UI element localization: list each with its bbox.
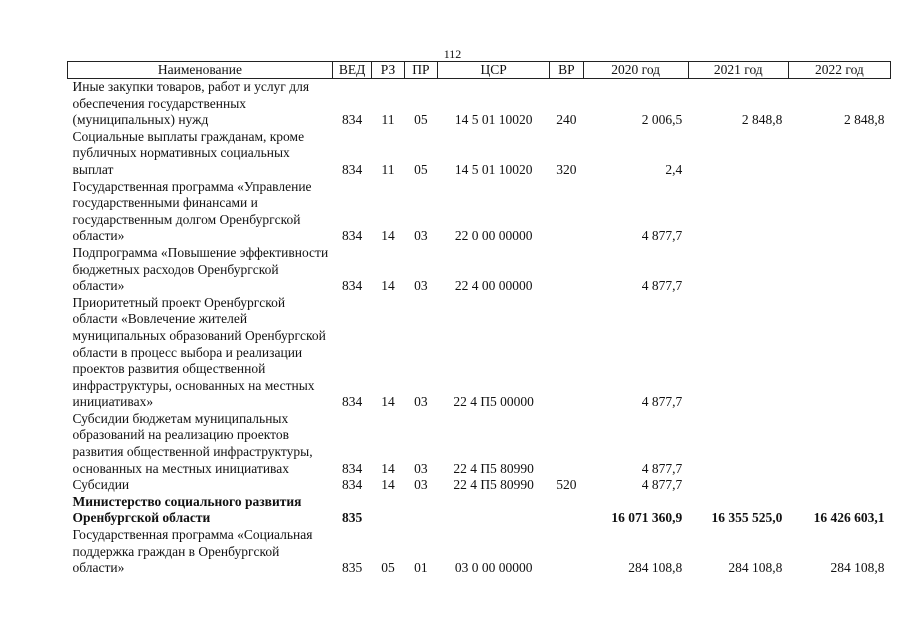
row-2020: 4 877,7 — [641, 278, 683, 294]
row-vr — [550, 295, 583, 411]
row-rz: 11 — [381, 112, 395, 128]
row-rz: 14 — [381, 460, 395, 476]
header-csr: ЦСР — [438, 62, 550, 79]
row-csr: 22 4 П5 80990 — [453, 460, 534, 476]
row-vr — [550, 245, 583, 295]
row-vr: 320 — [556, 161, 577, 177]
row-pr: 03 — [414, 394, 428, 410]
row-rz: 14 — [381, 228, 395, 244]
header-rz: РЗ — [372, 62, 404, 79]
row-2020: 4 877,7 — [641, 394, 683, 410]
row-2021: 284 108,8 — [728, 560, 783, 576]
row-ved: 835 — [341, 560, 363, 576]
row-vr — [550, 179, 583, 245]
row-2021: 16 355 525,0 — [711, 510, 783, 526]
row-pr: 05 — [414, 112, 428, 128]
row-csr: 22 4 П5 80990 — [453, 477, 534, 493]
row-2022 — [788, 179, 890, 245]
row-name: Министерство социального развития Оренбургской области — [72, 493, 302, 526]
row-2020: 2,4 — [665, 161, 683, 177]
row-2022 — [788, 129, 890, 179]
row-2022 — [788, 245, 890, 295]
row-csr: 22 4 П5 00000 — [453, 394, 534, 410]
row-rz: 11 — [381, 161, 395, 177]
page-number: 112 — [443, 47, 462, 61]
row-vr — [550, 527, 583, 577]
header-year-2022: 2022 год — [788, 62, 890, 79]
row-name: Государственная программа «Социальная поддержка граждан в Оренбургской области» — [72, 527, 313, 576]
row-vr: 240 — [556, 112, 577, 128]
row-csr: 22 4 00 00000 — [454, 278, 533, 294]
row-csr: 22 0 00 00000 — [454, 228, 533, 244]
header-ved: ВЕД — [332, 62, 371, 79]
row-2022: 2 848,8 — [844, 112, 885, 128]
row-pr — [404, 494, 437, 527]
row-pr: 03 — [414, 278, 428, 294]
row-2021 — [688, 477, 788, 494]
row-ved: 835 — [341, 510, 363, 526]
table-row — [68, 295, 891, 411]
row-name: Субсидии — [72, 477, 130, 493]
row-pr: 03 — [414, 477, 428, 493]
row-rz — [372, 494, 404, 527]
header-year-2020: 2020 год — [583, 62, 688, 79]
row-pr: 03 — [414, 460, 428, 476]
row-2020: 284 108,8 — [628, 560, 683, 576]
row-2021 — [688, 245, 788, 295]
row-rz: 14 — [381, 394, 395, 410]
table-row — [68, 245, 891, 295]
row-ved: 834 — [341, 278, 363, 294]
row-2020: 2 006,5 — [641, 112, 683, 128]
row-name: Иные закупки товаров, работ и услуг для обеспечения государственных (муниципальных) нужд — [72, 79, 310, 128]
row-pr: 03 — [414, 228, 428, 244]
row-csr — [438, 494, 550, 527]
row-ved: 834 — [341, 112, 363, 128]
row-2022 — [788, 295, 890, 411]
row-vr — [550, 411, 583, 477]
table-body — [68, 79, 891, 577]
row-rz: 05 — [381, 560, 395, 576]
budget-table — [67, 61, 891, 577]
row-name: Приоритетный проект Оренбургской области «Вовлечение жителей муниципальных образований Оренбургской области в процесс выбора и реализации проектов развития общественной инфраструктуры, основанных на местных инициативах» — [72, 294, 326, 410]
row-vr — [550, 494, 583, 527]
row-name: Государственная программа «Управление государственными финансами и государственным долгом Оренбургской области» — [72, 178, 312, 244]
row-name: Субсидии бюджетам муниципальных образований на реализацию проектов развития общественной инфраструктуры, основанных на местных инициативах — [72, 410, 313, 476]
row-rz: 14 — [381, 477, 395, 493]
row-2022: 16 426 603,1 — [813, 510, 885, 526]
row-ved: 834 — [341, 477, 363, 493]
row-2022: 284 108,8 — [830, 560, 885, 576]
table-row-ministry — [68, 494, 891, 527]
table-header-row — [68, 62, 891, 79]
header-year-2021: 2021 год — [688, 62, 788, 79]
row-2021: 2 848,8 — [741, 112, 783, 128]
header-name: Наименование — [68, 62, 333, 79]
row-2021 — [688, 411, 788, 477]
header-vr: ВР — [550, 62, 583, 79]
row-2020: 4 877,7 — [641, 477, 683, 493]
row-ved: 834 — [341, 161, 363, 177]
row-ved: 834 — [341, 228, 363, 244]
row-csr: 14 5 01 10020 — [454, 161, 533, 177]
row-ved: 834 — [341, 460, 363, 476]
row-csr: 14 5 01 10020 — [454, 112, 533, 128]
row-2022 — [788, 477, 890, 494]
table-row — [68, 411, 891, 477]
row-csr: 03 0 00 00000 — [454, 560, 533, 576]
row-2020: 4 877,7 — [641, 228, 683, 244]
row-2020: 16 071 360,9 — [611, 510, 683, 526]
row-2020: 4 877,7 — [641, 460, 683, 476]
table-row — [68, 527, 891, 577]
row-2021 — [688, 295, 788, 411]
row-name: Социальные выплаты гражданам, кроме публичных нормативных социальных выплат — [72, 128, 305, 177]
table-row — [68, 129, 891, 179]
row-pr: 05 — [414, 161, 428, 177]
row-ved: 834 — [341, 394, 363, 410]
table-row — [68, 179, 891, 245]
row-2021 — [688, 179, 788, 245]
table-row — [68, 79, 891, 129]
row-2022 — [788, 411, 890, 477]
row-rz: 14 — [381, 278, 395, 294]
row-name: Подпрограмма «Повышение эффективности бюджетных расходов Оренбургской области» — [72, 244, 329, 294]
header-pr: ПР — [404, 62, 437, 79]
table-row — [68, 477, 891, 494]
row-pr: 01 — [414, 560, 428, 576]
row-vr: 520 — [556, 477, 577, 493]
row-2021 — [688, 129, 788, 179]
